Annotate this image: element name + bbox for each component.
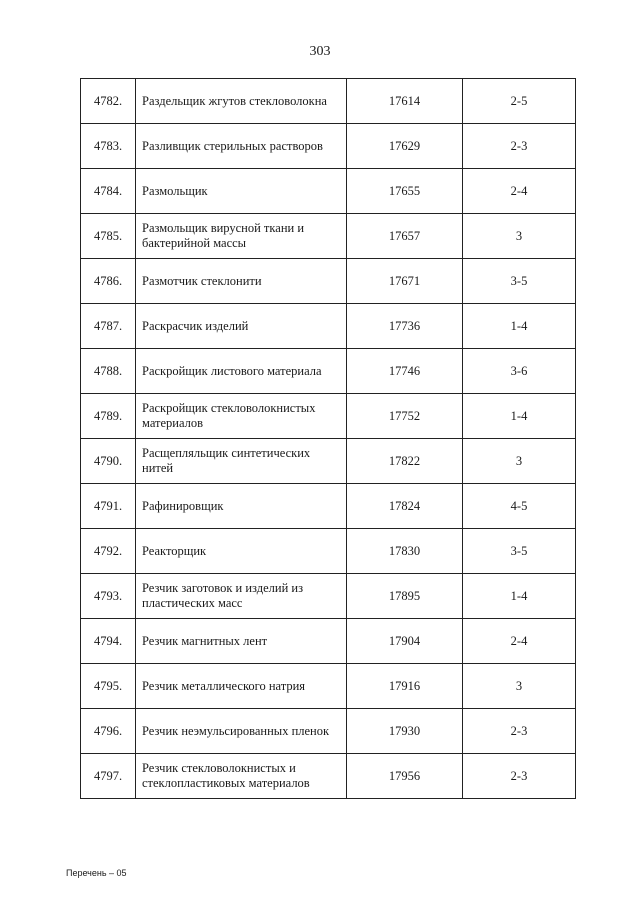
grade-range: 2-3 (463, 754, 576, 799)
table-row (81, 439, 576, 484)
profession-code: 17822 (347, 439, 463, 484)
grade-range: 2-3 (463, 124, 576, 169)
profession-name: Реакторщик (136, 529, 347, 574)
profession-code: 17614 (347, 79, 463, 124)
row-number: 4795. (81, 664, 136, 709)
profession-name: Рафинировщик (136, 484, 347, 529)
profession-code: 17904 (347, 619, 463, 664)
profession-code: 17824 (347, 484, 463, 529)
grade-range: 3 (463, 664, 576, 709)
profession-name: Резчик металлического натрия (136, 664, 347, 709)
table-row (81, 349, 576, 394)
row-number: 4789. (81, 394, 136, 439)
profession-name: Размотчик стеклонити (136, 259, 347, 304)
profession-code: 17671 (347, 259, 463, 304)
table-row (81, 124, 576, 169)
profession-name: Резчик неэмульсированных пленок (136, 709, 347, 754)
grade-range: 2-4 (463, 169, 576, 214)
row-number: 4792. (81, 529, 136, 574)
row-number: 4785. (81, 214, 136, 259)
grade-range: 1-4 (463, 304, 576, 349)
profession-name: Резчик заготовок и изделий из пластических масс (136, 574, 347, 619)
profession-table (80, 78, 576, 799)
row-number: 4784. (81, 169, 136, 214)
profession-name: Размольщик (136, 169, 347, 214)
table-row (81, 529, 576, 574)
table-row (81, 259, 576, 304)
table-row (81, 484, 576, 529)
profession-name: Расщепляльщик синтетических нитей (136, 439, 347, 484)
grade-range: 3 (463, 214, 576, 259)
grade-range: 1-4 (463, 574, 576, 619)
row-number: 4790. (81, 439, 136, 484)
row-number: 4797. (81, 754, 136, 799)
row-number: 4782. (81, 79, 136, 124)
grade-range: 1-4 (463, 394, 576, 439)
table-row (81, 709, 576, 754)
table-row (81, 664, 576, 709)
table-row (81, 574, 576, 619)
profession-code: 17736 (347, 304, 463, 349)
profession-code: 17629 (347, 124, 463, 169)
profession-name: Размольщик вирусной ткани и бактерийной массы (136, 214, 347, 259)
profession-name: Резчик магнитных лент (136, 619, 347, 664)
row-number: 4791. (81, 484, 136, 529)
table-row (81, 169, 576, 214)
grade-range: 3-5 (463, 259, 576, 304)
grade-range: 2-5 (463, 79, 576, 124)
profession-name: Раскройщик стекловолокнистых материалов (136, 394, 347, 439)
page-footer: Перечень – 05 (66, 868, 127, 878)
grade-range: 3 (463, 439, 576, 484)
profession-name: Раскрасчик изделий (136, 304, 347, 349)
table-row (81, 619, 576, 664)
row-number: 4787. (81, 304, 136, 349)
profession-name: Раздельщик жгутов стекловолокна (136, 79, 347, 124)
row-number: 4793. (81, 574, 136, 619)
grade-range: 3-5 (463, 529, 576, 574)
grade-range: 2-4 (463, 619, 576, 664)
row-number: 4796. (81, 709, 136, 754)
row-number: 4788. (81, 349, 136, 394)
row-number: 4794. (81, 619, 136, 664)
profession-code: 17752 (347, 394, 463, 439)
profession-code: 17930 (347, 709, 463, 754)
grade-range: 3-6 (463, 349, 576, 394)
page-number: 303 (309, 44, 331, 59)
profession-table-body (81, 79, 576, 799)
profession-code: 17916 (347, 664, 463, 709)
profession-code: 17657 (347, 214, 463, 259)
profession-code: 17655 (347, 169, 463, 214)
profession-name: Разливщик стерильных растворов (136, 124, 347, 169)
table-row (81, 214, 576, 259)
profession-name: Резчик стекловолокнистых и стеклопластиковых материалов (136, 754, 347, 799)
profession-code: 17895 (347, 574, 463, 619)
profession-code: 17830 (347, 529, 463, 574)
row-number: 4783. (81, 124, 136, 169)
table-row (81, 754, 576, 799)
grade-range: 2-3 (463, 709, 576, 754)
profession-code: 17956 (347, 754, 463, 799)
profession-name: Раскройщик листового материала (136, 349, 347, 394)
profession-code: 17746 (347, 349, 463, 394)
grade-range: 4-5 (463, 484, 576, 529)
table-row (81, 394, 576, 439)
row-number: 4786. (81, 259, 136, 304)
table-row (81, 79, 576, 124)
table-row (81, 304, 576, 349)
